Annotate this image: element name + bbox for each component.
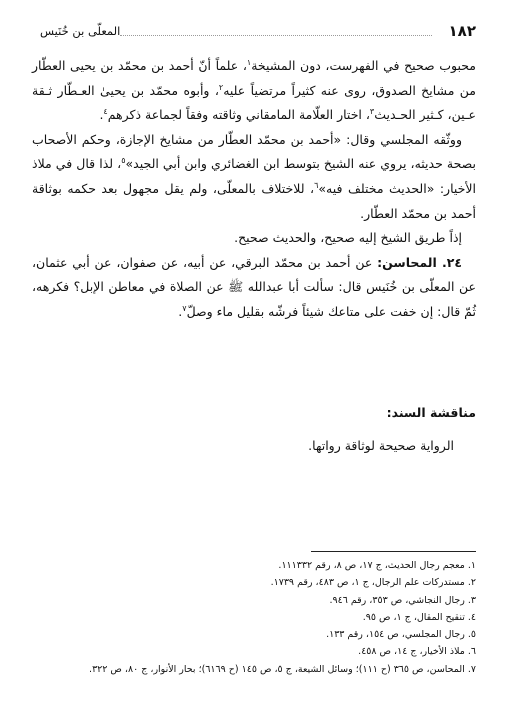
- footnote-item: ٦. ملاذ الأخيار، ج ١٤، ص ٤٥٨.: [358, 646, 476, 658]
- paragraph-2: [32, 128, 476, 226]
- hadith-end: .: [178, 303, 183, 319]
- paragraph-text: ، اختار العلّامة المامقاني وثاقته وفقاً لجماعة ذكرهم: [107, 107, 370, 123]
- footnote-item: ٥. رجال المجلسي، ص ١٥٤، رقم ١٣٣.: [326, 629, 476, 641]
- footnote-ref: ١: [246, 57, 252, 67]
- paragraph-text: إذاً طريق الشيخ إليه صحيح، والحديث صحيح.: [234, 230, 462, 246]
- page-number: ١٨٢: [448, 22, 476, 40]
- section-heading: مناقشة السند:: [386, 405, 476, 420]
- hadith-label: ٢٤. المحاسن:: [377, 254, 462, 270]
- footnote-ref: ٤: [103, 107, 108, 117]
- paragraph-text: ووثّقه المجلسي وقال: «أحمد بن محمّد العطّار من مشايخ الإجازة، وحكم الأصحاب بصحة حديثه، يروي عنه الشيخ بتوسط ابن الغضائري وابن أبي الجيد»: [32, 131, 476, 172]
- paragraph-text: ، لذا قال في ملاذ الأخيار: «الحديث مختلف فيه»: [32, 156, 476, 196]
- paragraph-1: [32, 54, 476, 128]
- footnote-item: ٣. رجال النجاشي، ص ٣٥٣، رقم ٩٤٦.: [329, 594, 476, 606]
- paragraph-text: ، للاختلاف بالمعلّى، ولم يقل مجهول بعد حكمه بوثاقة أحمد بن محمّد العطّار.: [32, 180, 476, 221]
- footnote-item: ٢. مستدركات علم الرجال، ج ١، ص ٤٨٣، رقم ١٧٣٩.: [270, 577, 476, 589]
- footnotes: [32, 557, 476, 678]
- paragraph-text: ، وأبوه محمّد بن يحيىٰ العـطّار ثـقة عـين، كـثير الحـديث: [32, 82, 476, 123]
- footnote-item: ٤. تنقيح المقال، ج ١، ص ٩٥.: [362, 611, 476, 623]
- footnote-ref: ٥: [121, 156, 126, 166]
- paragraph-text: محبوب صحيح في الفهرست، دون المشيخة: [251, 58, 476, 73]
- paragraph-text: .: [99, 107, 104, 123]
- header-dotted-leader: [120, 35, 432, 36]
- section-text: الرواية صحيحة لوثاقة رواتها.: [308, 438, 454, 453]
- footnote-ref: ٢: [218, 82, 224, 92]
- footnote-item: ٧. المحاسن، ص ٣٦٥ (ح ١١١)؛ وسائل الشيعة، ج ٥، ص ١٤٥ (ح ٦١٦٩)؛ بحار الأنوار، ج ٨٠، ص ٣٢٢.: [89, 663, 476, 675]
- footnote-ref: ٧: [182, 303, 187, 313]
- page-header: [40, 22, 476, 44]
- footnote-ref: ٦: [314, 180, 319, 190]
- footnote-divider: [311, 551, 476, 552]
- hadith-paragraph: [32, 251, 476, 325]
- footnote-item: ١. معجم رجال الحديث، ج ١٧، ص ٨، رقم ١١١٣٣٢.: [278, 560, 476, 571]
- hadith-text: عن أحمد بن محمّد البرقي، عن أبيه، عن صفوان، عن أبي عثمان، عن المعلّى بن خُنَيس قال: سألت أبا عبدالله ﷺ عن الصلاة في معاطن الإبل؟ فكرهه، ثُمّ قال: إن خفت على متاعك شيئاً فرشّه بقليل ماء وصلّ: [32, 254, 476, 319]
- paragraph-3: [32, 226, 476, 251]
- page-body: [32, 54, 476, 325]
- footnote-ref: ٣: [369, 107, 375, 117]
- paragraph-text: ، علماً أنّ أحمد بن محمّد بن يحيى العطّار من مشايخ الصدوق، روى عنه كثيراً مرتضياً عليه: [32, 58, 476, 98]
- running-head: المعلّى بن خُنَيس: [40, 24, 121, 38]
